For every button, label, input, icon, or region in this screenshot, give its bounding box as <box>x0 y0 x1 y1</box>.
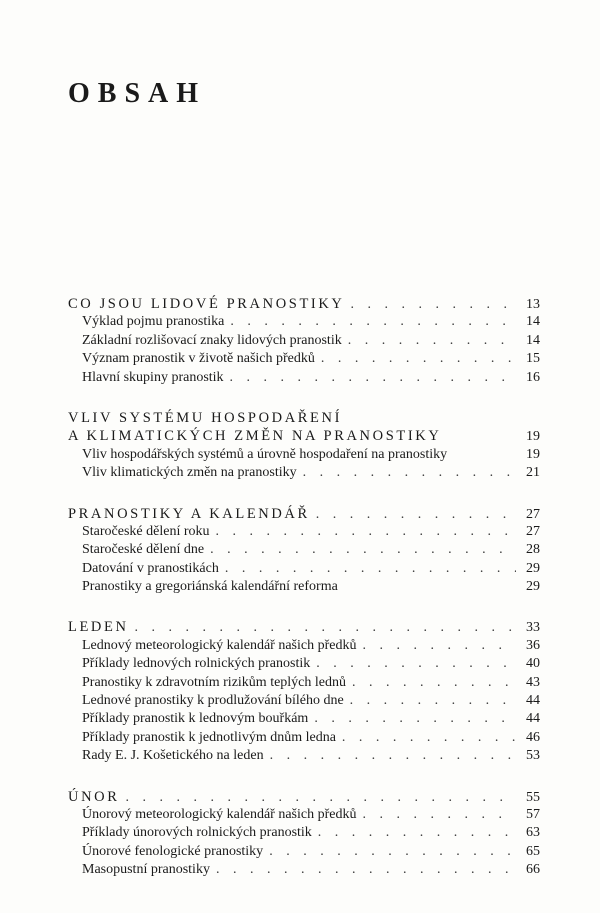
dot-leader <box>321 350 516 368</box>
toc-entry <box>68 446 540 464</box>
page-number: 19 <box>526 429 540 445</box>
toc-entry-label: Význam pranostik v životě našich předků <box>82 351 315 367</box>
dot-leader <box>303 464 516 482</box>
dot-leader <box>342 729 516 747</box>
toc-entry-label: Příklady pranostik k jednotlivým dnům ledna <box>82 729 336 745</box>
page-number: 33 <box>526 620 540 636</box>
dot-leader <box>362 637 516 655</box>
toc-entry <box>68 637 540 655</box>
toc-entry <box>68 578 540 596</box>
page-number: 65 <box>526 843 540 859</box>
page-number: 55 <box>526 789 540 805</box>
toc-entry <box>68 560 540 578</box>
toc-entry-label: Základní rozlišovací znaky lidových pranostik <box>82 332 342 348</box>
toc-entry <box>68 824 540 842</box>
toc-entry <box>68 729 540 747</box>
toc-heading-row <box>68 618 540 636</box>
dot-leader <box>216 523 516 541</box>
toc-heading-row <box>68 788 540 806</box>
dot-leader <box>350 692 516 710</box>
toc-entry <box>68 692 540 710</box>
toc-heading-row <box>68 505 540 523</box>
page-number: 15 <box>526 351 540 367</box>
page-number: 28 <box>526 542 540 558</box>
toc-entry-label: Příklady únorových rolnických pranostik <box>82 825 312 841</box>
dot-leader <box>270 747 516 765</box>
toc-entry <box>68 313 540 331</box>
page-number: 63 <box>526 825 540 841</box>
page-number: 44 <box>526 693 540 709</box>
table-of-contents <box>68 295 540 902</box>
toc-entry-label: Výklad pojmu pranostika <box>82 314 225 330</box>
dot-leader <box>314 710 516 728</box>
page-number: 21 <box>526 465 540 481</box>
toc-entry-label: Lednové pranostiky k prodlužování bílého dne <box>82 693 344 709</box>
toc-heading-row <box>68 295 540 313</box>
toc-entry <box>68 843 540 861</box>
dot-leader <box>210 541 516 559</box>
dot-leader <box>350 296 516 314</box>
toc-entry <box>68 369 540 387</box>
toc-section <box>68 505 540 597</box>
page-number: 57 <box>526 806 540 822</box>
toc-entry-label: Hlavní skupiny pranostik <box>82 369 224 385</box>
toc-entry <box>68 674 540 692</box>
toc-entry <box>68 710 540 728</box>
toc-entry-label: Staročeské dělení roku <box>82 523 210 539</box>
toc-heading: VLIV SYSTÉMU HOSPODAŘENÍ <box>68 409 343 426</box>
dot-leader <box>318 824 516 842</box>
toc-heading: CO JSOU LIDOVÉ PRANOSTIKY <box>68 296 345 312</box>
toc-section <box>68 295 540 387</box>
dot-leader <box>230 369 516 387</box>
toc-entry <box>68 861 540 879</box>
page-number: 66 <box>526 862 540 878</box>
toc-entry-label: Příklady lednových rolnických pranostik <box>82 656 311 672</box>
page-number: 29 <box>526 560 540 576</box>
toc-section <box>68 409 540 483</box>
page-number: 27 <box>526 506 540 522</box>
dot-leader <box>352 674 516 692</box>
toc-heading: ÚNOR <box>68 788 120 805</box>
dot-leader <box>348 332 516 350</box>
page-number: 14 <box>526 314 540 330</box>
toc-entry <box>68 747 540 765</box>
dot-leader <box>362 806 516 824</box>
dot-leader <box>126 789 517 807</box>
toc-entry-label: Příklady pranostik k lednovým bouřkám <box>82 711 309 727</box>
dot-leader <box>135 619 516 637</box>
page-number: 19 <box>526 446 540 462</box>
toc-entry-label: Rady E. J. Košetického na leden <box>82 748 264 764</box>
page-number: 14 <box>526 332 540 348</box>
toc-entry-label: Únorové fenologické pranostiky <box>82 843 264 859</box>
toc-entry-label: Datování v pranostikách <box>82 560 219 576</box>
toc-entry <box>68 350 540 368</box>
toc-entry-label: Lednový meteorologický kalendář našich předků <box>82 637 357 653</box>
page-number: 29 <box>526 579 540 595</box>
page-number: 40 <box>526 656 540 672</box>
toc-entry-label: Únorový meteorologický kalendář našich předků <box>82 806 357 822</box>
dot-leader <box>230 313 516 331</box>
page-number: 27 <box>526 523 540 539</box>
toc-heading: A KLIMATICKÝCH ZMĚN NA PRANOSTIKY <box>68 428 442 445</box>
toc-heading-row <box>68 427 540 445</box>
toc-heading: PRANOSTIKY A KALENDÁŘ <box>68 505 310 522</box>
page-number: 13 <box>526 297 540 312</box>
dot-leader <box>216 861 516 879</box>
toc-entry-label: Staročeské dělení dne <box>82 542 205 558</box>
toc-entry <box>68 523 540 541</box>
toc-entry <box>68 806 540 824</box>
dot-leader <box>316 506 516 524</box>
page-number: 36 <box>526 637 540 653</box>
dot-leader <box>316 655 516 673</box>
toc-entry-label: Pranostiky k zdravotním rizikům teplých lednů <box>82 674 347 690</box>
toc-entry-label: Pranostiky a gregoriánská kalendářní reforma <box>82 579 338 595</box>
toc-section <box>68 788 540 880</box>
toc-entry <box>68 541 540 559</box>
toc-heading: LEDEN <box>68 619 129 636</box>
dot-leader <box>269 843 516 861</box>
page-number: 43 <box>526 674 540 690</box>
toc-entry-label: Vliv hospodářských systémů a úrovně hospodaření na pranostiky <box>82 446 448 462</box>
toc-section <box>68 618 540 765</box>
dot-leader <box>225 560 516 578</box>
toc-entry-label: Vliv klimatických změn na pranostiky <box>82 465 297 481</box>
page-number: 46 <box>526 729 540 745</box>
toc-entry <box>68 655 540 673</box>
toc-entry-label: Masopustní pranostiky <box>82 862 210 878</box>
page-title: OBSAH <box>68 78 207 109</box>
toc-entry <box>68 332 540 350</box>
page-number: 53 <box>526 748 540 764</box>
page-number: 16 <box>526 369 540 385</box>
page-number: 44 <box>526 711 540 727</box>
toc-entry <box>68 464 540 482</box>
